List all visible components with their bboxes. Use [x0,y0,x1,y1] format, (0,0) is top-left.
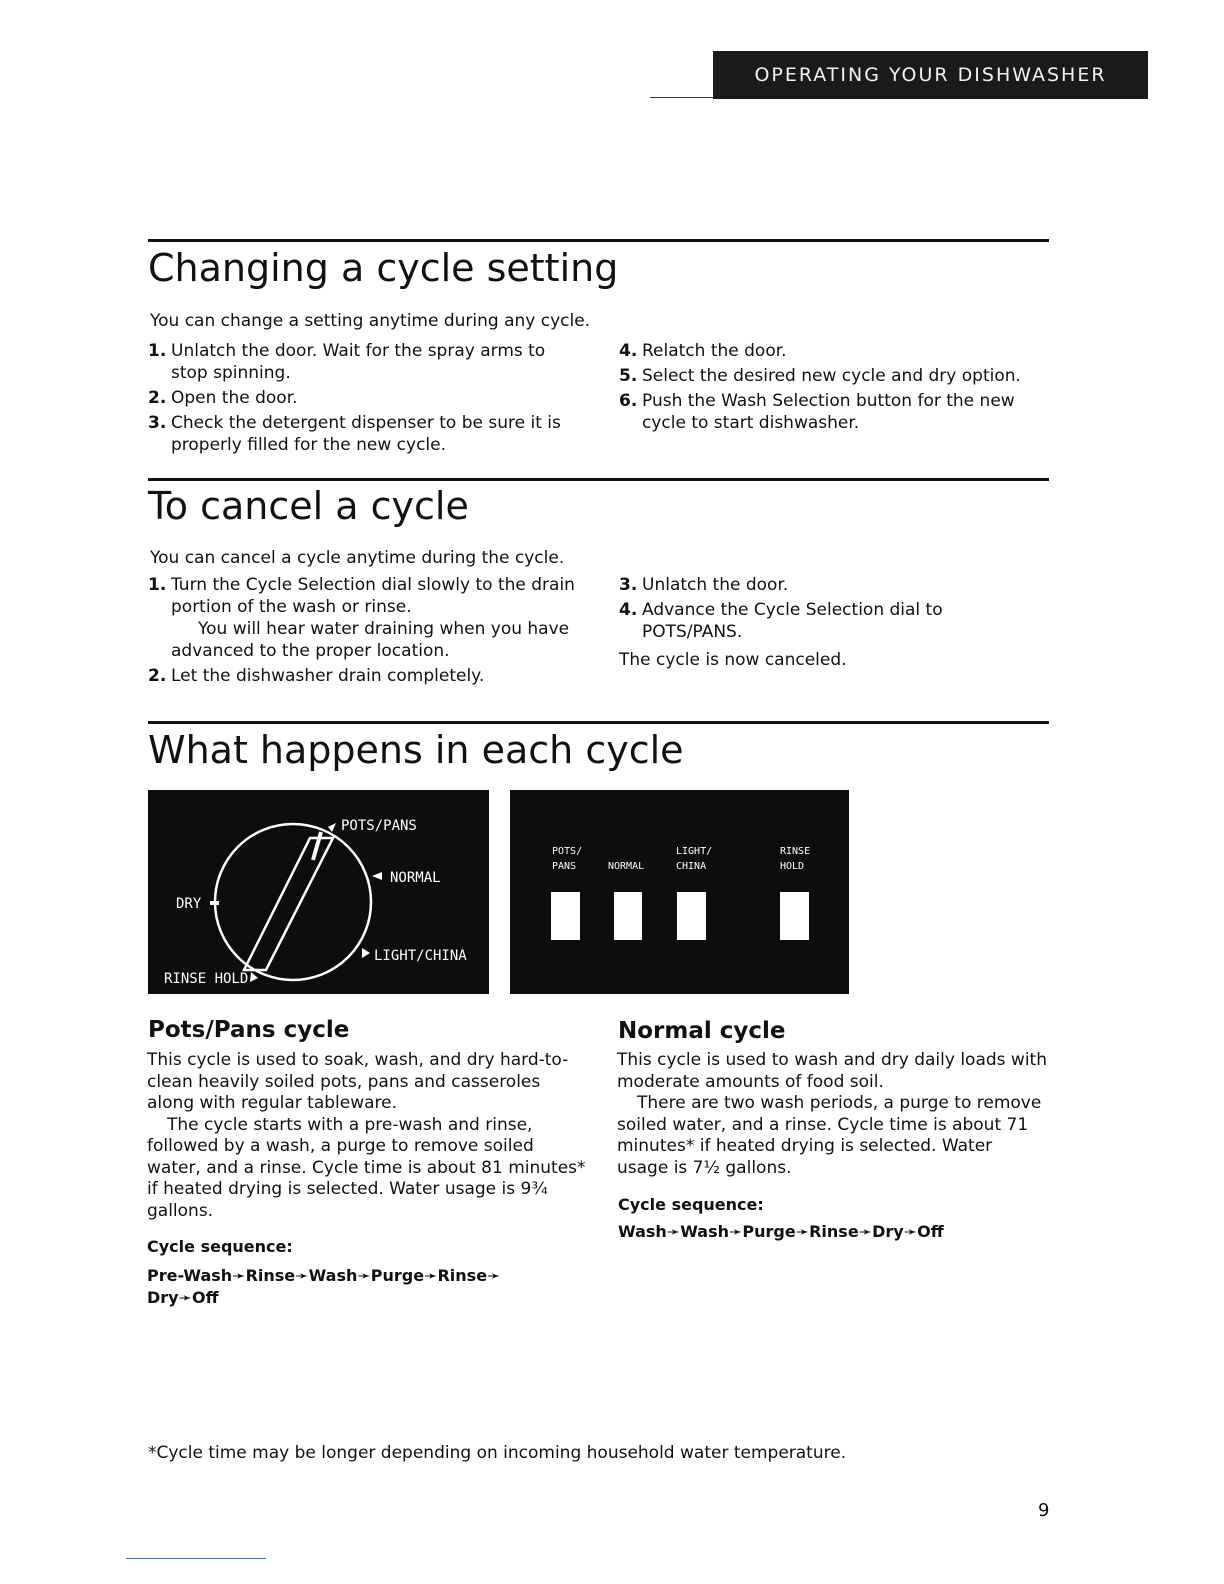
list-item: 3. Check the detergent dispenser to be sure it is properly filled for the new cycle. [148,413,561,455]
button-label-light: LIGHT/ [676,846,713,857]
changing-left-steps [148,340,578,459]
bottom-rule [126,1558,266,1559]
button-label-rinse: RINSE [780,846,811,857]
list-item: 4. Advance the Cycle Selection dial to POTS/PANS. [619,600,943,642]
rinse-hold-button [780,892,809,940]
button-label-pans: PANS [552,861,577,872]
normal-seq: Wash➛Wash➛Purge➛Rinse➛Dry➛Off [618,1222,944,1241]
cancel-left-steps [148,574,578,690]
cycle-dial-illustration [148,790,489,994]
normal-seq-label: Cycle sequence: [618,1195,764,1214]
normal-title: Normal cycle [618,1018,786,1044]
footnote: *Cycle time may be longer depending on incoming household water temperature. [148,1443,847,1463]
pots-pans-seq-label: Cycle sequence: [147,1237,293,1256]
wash-selection-buttons [510,790,849,994]
cancel-result: The cycle is now canceled. [619,650,847,670]
normal-button [614,892,642,940]
rinse-hold-marker [250,972,258,982]
normal-marker [372,872,382,880]
light-china-button [677,892,706,940]
changing-intro: You can change a setting anytime during any cycle. [150,311,591,331]
section-rule [148,721,1049,724]
pots-pans-button [551,892,580,940]
each-cycle-title: What happens in each cycle [148,728,684,772]
pots-pans-seq: Pre-Wash➛Rinse➛Wash➛Purge➛Rinse➛ Dry➛Off [147,1266,501,1307]
wash-selection-panel [510,790,849,994]
list-item: 4. Relatch the door. [619,341,787,361]
section-banner [713,51,1148,99]
list-item: 1. Unlatch the door. Wait for the spray arms to stop spinning. [148,341,546,383]
list-item: 3. Unlatch the door. [619,575,789,595]
dial-label-normal: NORMAL [390,870,441,886]
dial-circle [215,824,371,980]
button-label-china: CHINA [676,861,707,872]
section-rule [148,239,1049,242]
dry-marker [210,901,219,905]
list-item: 2. Let the dishwasher drain completely. [148,666,485,686]
light-china-marker [362,948,370,958]
pots-pans-title: Pots/Pans cycle [148,1017,350,1043]
button-label-pots: POTS/ [552,846,583,857]
normal-description: This cycle is used to wash and dry daily loads with moderate amounts of food soil. There are two wash periods, a purge to remove soiled water, and a rinse. Cycle time is about 71 minutes* if heated drying is selected. Water usage is 7½ gallons. [617,1050,1047,1178]
cancel-right-steps [619,574,1039,671]
list-item: 2. Open the door. [148,388,298,408]
dial-label-dry: DRY [176,896,202,912]
page-number: 9 [1038,1500,1050,1521]
cycle-dial-panel [148,790,489,994]
section-rule [148,478,1049,481]
cancel-intro: You can cancel a cycle anytime during the cycle. [150,548,565,568]
dial-label-pots-pans: POTS/PANS [341,818,417,834]
cancel-title: To cancel a cycle [148,484,469,528]
section-banner-text: OPERATING YOUR DISHWASHER [754,64,1107,86]
list-item: 5. Select the desired new cycle and dry option. [619,366,1021,386]
pots-pans-marker [328,823,336,832]
changing-right-steps [619,340,1039,437]
changing-title: Changing a cycle setting [148,246,619,290]
pots-pans-description: This cycle is used to soak, wash, and dry hard-to-clean heavily soiled pots, pans and casseroles along with regular tableware. The cycle starts with a pre-wash and rinse, followed by a wash, a purge to remove soiled water, and a rinse. Cycle time is about 81 minutes* if heated drying is selected. Water usage is 9¾ gallons. [147,1050,586,1221]
dial-label-light-china: LIGHT/CHINA [374,948,467,964]
button-label-hold: HOLD [780,861,805,872]
button-label-normal: NORMAL [608,861,645,872]
header-rule [650,97,720,98]
list-item: 1. Turn the Cycle Selection dial slowly to the drain portion of the wash or rinse. You will hear water draining when you have advanced to the proper location. [148,575,575,661]
list-item: 6. Push the Wash Selection button for the new cycle to start dishwasher. [619,391,1015,433]
dial-label-rinse-hold: RINSE HOLD [164,971,249,987]
